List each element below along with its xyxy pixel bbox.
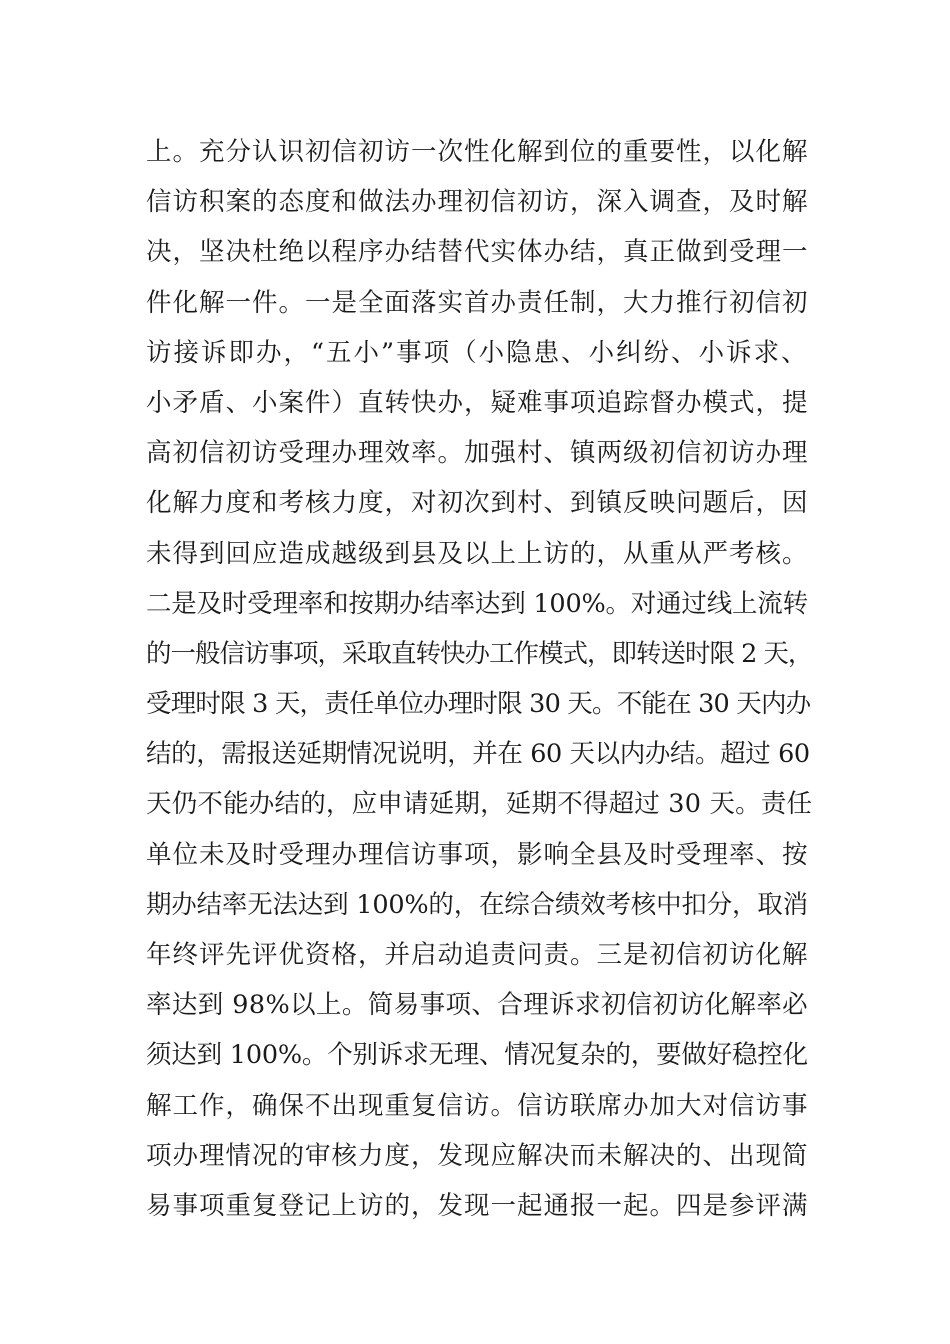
text-line: 率达到 98%以上。简易事项、合理诉求初信初访化解率必: [146, 990, 809, 1021]
text-line: 解工作，确保不出现重复信访。信访联席办加大对信访事: [146, 1090, 809, 1121]
text-line: 上。充分认识初信初访一次性化解到位的重要性，以化解: [146, 137, 809, 167]
text-line: 高初信初访受理办理效率。加强村、镇两级初信初访办理: [146, 438, 809, 469]
text-line: 须达到 100%。个别诉求无理、情况复杂的，要做好稳控化: [146, 1040, 808, 1071]
text-line: 易事项重复登记上访的，发现一起通报一起。四是参评满: [146, 1190, 809, 1221]
text-line: 未得到回应造成越级到县及以上上访的，从重从严考核。: [146, 538, 809, 569]
text-line: 天仍不能办结的，应申请延期，延期不得超过 30 天。责任: [146, 789, 813, 820]
body-paragraph: [146, 127, 813, 1231]
text-line: 结的，需报送延期情况说明，并在 60 天以内办结。超过 60: [146, 739, 810, 770]
text-line: 化解力度和考核力度，对初次到村、到镇反映问题后，因: [146, 488, 809, 519]
text-line: 件化解一件。一是全面落实首办责任制，大力推行初信初: [146, 287, 809, 318]
text-line: 的一般信访事项，采取直转快办工作模式，即转送时限 2 天，: [146, 638, 813, 669]
text-line: 期办结率无法达到 100%的，在综合绩效考核中扣分，取消: [146, 889, 808, 920]
text-line: 决，坚决杜绝以程序办结替代实体办结，真正做到受理一: [146, 237, 809, 268]
text-line: 年终评先评优资格，并启动追责问责。三是初信初访化解: [146, 940, 809, 970]
text-line: 二是及时受理率和按期办结率达到 100%。对通过线上流转: [146, 588, 808, 619]
text-line: 小矛盾、小案件）直转快办，疑难事项追踪督办模式，提: [146, 387, 809, 418]
text-line: 受理时限 3 天，责任单位办理时限 30 天。不能在 30 天内办: [146, 689, 811, 720]
text-line: 信访积案的态度和做法办理初信初访，深入调查，及时解: [146, 187, 809, 218]
text-line: 项办理情况的审核力度，发现应解决而未解决的、出现简: [146, 1140, 809, 1171]
text-line: 单位未及时受理办理信访事项，影响全县及时受理率、按: [146, 839, 809, 870]
text-line: 访接诉即办，“五小”事项（小隐患、小纠纷、小诉求、: [146, 337, 809, 368]
